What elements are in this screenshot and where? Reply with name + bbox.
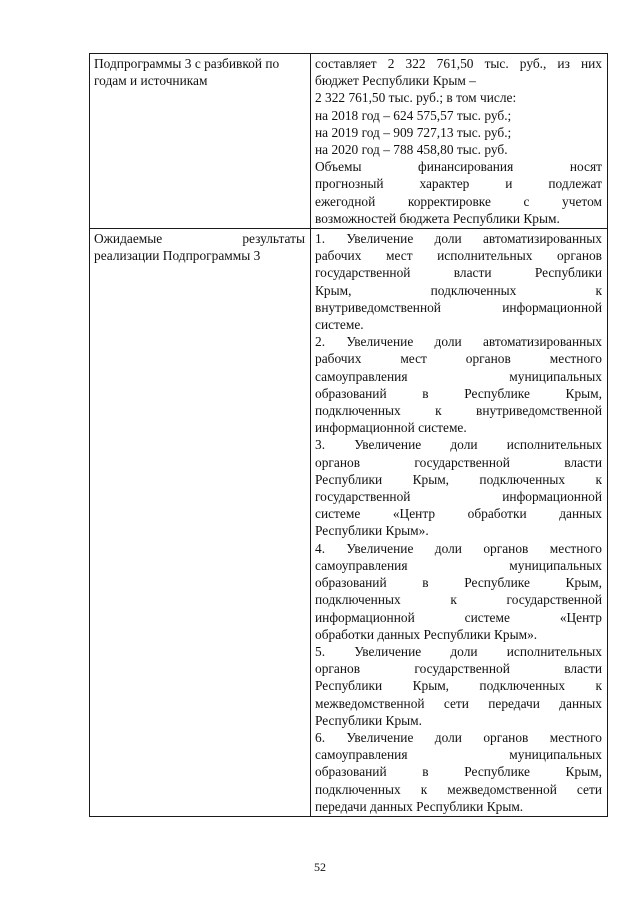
funding-note-line: Объемы финансирования носят [315,159,602,175]
result-item [315,436,602,539]
result-item [315,643,602,729]
result-line: обработки данных Республики Крым». [315,626,538,642]
result-line: образований в Республике Крым, [315,385,602,401]
result-item [315,230,602,333]
result-line: 4. Увеличение доли органов местного [315,540,602,556]
result-line: 2. Увеличение доли автоматизированных [315,334,602,350]
result-line: системе «Центр обработки данных [315,506,602,522]
result-line: государственной власти Республики [315,265,602,281]
results-value-cell [311,229,608,817]
result-line: образований в Республике Крым, [315,575,602,591]
result-item [315,333,602,436]
funding-note-line: возможностей бюджета Республики Крым. [315,210,560,226]
result-line: самоуправления муниципальных [315,368,602,384]
result-line: рабочих мест исполнительных органов [315,248,602,264]
result-item [315,729,602,815]
result-line: Республики Крым, подключенных к [315,678,602,694]
funding-year-line: на 2018 год – 624 575,57 тыс. руб.; [315,107,512,123]
result-line: органов государственной власти [315,661,602,677]
result-line: передачи данных Республики Крым. [315,798,524,814]
result-line: Республики Крым. [315,712,422,728]
result-line: подключенных к межведомственной сети [315,781,602,797]
results-label-cell [90,229,311,817]
result-line: системе. [315,317,364,333]
funding-year-line: на 2019 год – 909 727,13 тыс. руб.; [315,124,512,140]
result-line: образований в Республике Крым, [315,764,602,780]
result-line: самоуправления муниципальных [315,557,602,573]
page-number: 52 [314,860,326,874]
results-label-line: Ожидаемые результаты [94,231,305,247]
result-line: 1. Увеличение доли автоматизированных [315,231,602,247]
result-line: 3. Увеличение доли исполнительных [315,437,602,453]
funding-note-line: прогнозный характер и подлежат [315,176,602,192]
funding-label-line: Подпрограммы 3 с разбивкой по [94,56,280,71]
result-line: органов государственной власти [315,454,602,470]
funding-text-line: составляет 2 322 761,50 тыс. руб., из них [315,56,602,71]
program-passport-table [89,53,608,817]
result-line: 6. Увеличение доли органов местного [315,729,602,745]
funding-label-cell [90,54,311,229]
result-line: рабочих мест органов местного [315,351,602,367]
results-label-line: реализации Подпрограммы 3 [94,248,261,264]
result-line: межведомственной сети передачи данных [315,695,602,711]
funding-value-cell [311,54,608,229]
result-line: 5. Увеличение доли исполнительных [315,643,602,659]
result-item [315,540,602,643]
funding-text-line: 2 322 761,50 тыс. руб.; в том числе: [315,90,517,106]
funding-text-line: бюджет Республики Крым – [315,73,476,89]
result-line: государственной информационной [315,489,602,505]
result-line: Крым, подключенных к [315,282,602,298]
result-line: подключенных к государственной [315,592,602,608]
funding-note-line: ежегодной корректировке с учетом [315,193,602,209]
result-line: подключенных к внутриведомственной [315,403,602,419]
result-line: самоуправления муниципальных [315,747,602,763]
result-line: информационной системе «Центр [315,609,602,625]
table-row-funding [90,54,608,229]
table-row-results [90,229,608,817]
result-line: информационной системе. [315,420,467,436]
funding-year-line: на 2020 год – 788 458,80 тыс. руб. [315,142,508,158]
funding-label-line: годам и источникам [94,73,208,89]
result-line: Республики Крым, подключенных к [315,471,602,487]
result-line: внутриведомственной информационной [315,299,602,315]
result-line: Республики Крым». [315,523,429,539]
